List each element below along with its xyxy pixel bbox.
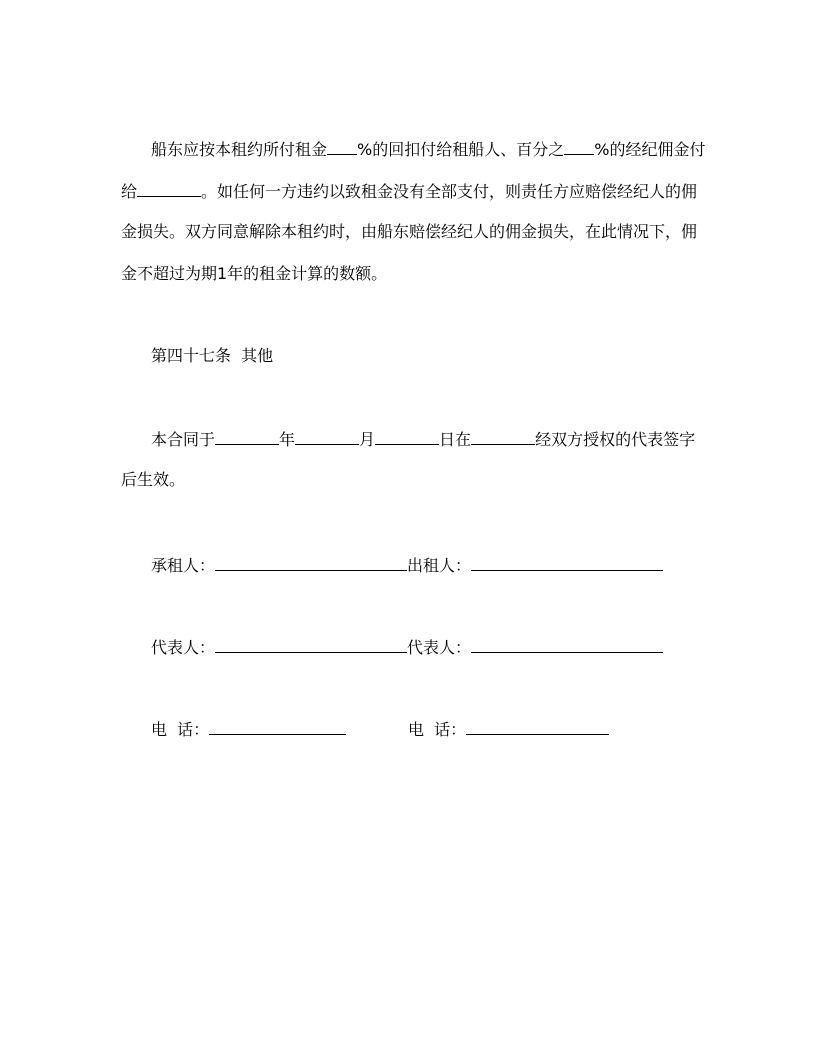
phone-row-right xyxy=(408,718,609,738)
clause47-line-1 xyxy=(151,428,695,448)
broker-name-blank[interactable] xyxy=(137,180,201,197)
place-blank[interactable] xyxy=(471,428,535,445)
clause47-text: 本合同于 xyxy=(151,430,216,449)
clause46-line-1 xyxy=(151,138,705,158)
clause46-text: %的回扣付给租船人、百分之 xyxy=(357,140,565,159)
phone-right-blank[interactable] xyxy=(466,718,609,735)
lessee-row xyxy=(151,554,663,574)
phone-left-blank[interactable] xyxy=(209,718,346,735)
representative-right-blank[interactable] xyxy=(471,636,663,653)
clause47-text: 后生效。 xyxy=(121,470,186,489)
clause47-line-2 xyxy=(121,470,185,490)
lessee-blank[interactable] xyxy=(215,554,407,571)
representative-right-label: 代表人： xyxy=(407,638,472,657)
section-heading: 第四十七条 其他 xyxy=(151,346,274,365)
clause47-text: 月 xyxy=(359,430,376,449)
phone-right-label: 电 话： xyxy=(408,720,467,739)
clause46-text: 给 xyxy=(121,182,138,201)
clause47-text: 年 xyxy=(279,430,296,449)
representative-left-label: 代表人： xyxy=(151,638,216,657)
phone-left-label: 电 话： xyxy=(151,720,210,739)
clause46-line-4 xyxy=(121,264,387,284)
lessor-label: 出租人： xyxy=(407,556,472,575)
commission-percent-blank[interactable] xyxy=(564,138,594,155)
clause47-text: 日在 xyxy=(439,430,472,449)
clause47-heading xyxy=(151,346,273,366)
clause46-text: 金损失。双方同意解除本租约时，由船东赔偿经纪人的佣金损失，在此情况下，佣 xyxy=(121,222,698,241)
lessee-label: 承租人： xyxy=(151,556,216,575)
clause46-line-3 xyxy=(121,222,697,242)
phone-row-left xyxy=(151,718,346,738)
clause46-line-2 xyxy=(121,180,697,200)
lessor-blank[interactable] xyxy=(471,554,663,571)
month-blank[interactable] xyxy=(295,428,359,445)
clause46-text: %的经纪佣金付 xyxy=(594,140,706,159)
clause46-text: 。如任何一方违约以致租金没有全部支付，则责任方应赔偿经纪人的佣 xyxy=(201,182,698,201)
rebate-percent-blank[interactable] xyxy=(327,138,357,155)
day-blank[interactable] xyxy=(375,428,439,445)
clause47-text: 经双方授权的代表签字 xyxy=(535,430,696,449)
clause46-text: 金不超过为期1年的租金计算的数额。 xyxy=(121,264,388,283)
year-blank[interactable] xyxy=(215,428,279,445)
representative-row xyxy=(151,636,663,656)
representative-left-blank[interactable] xyxy=(215,636,407,653)
clause46-text: 船东应按本租约所付租金 xyxy=(151,140,328,159)
